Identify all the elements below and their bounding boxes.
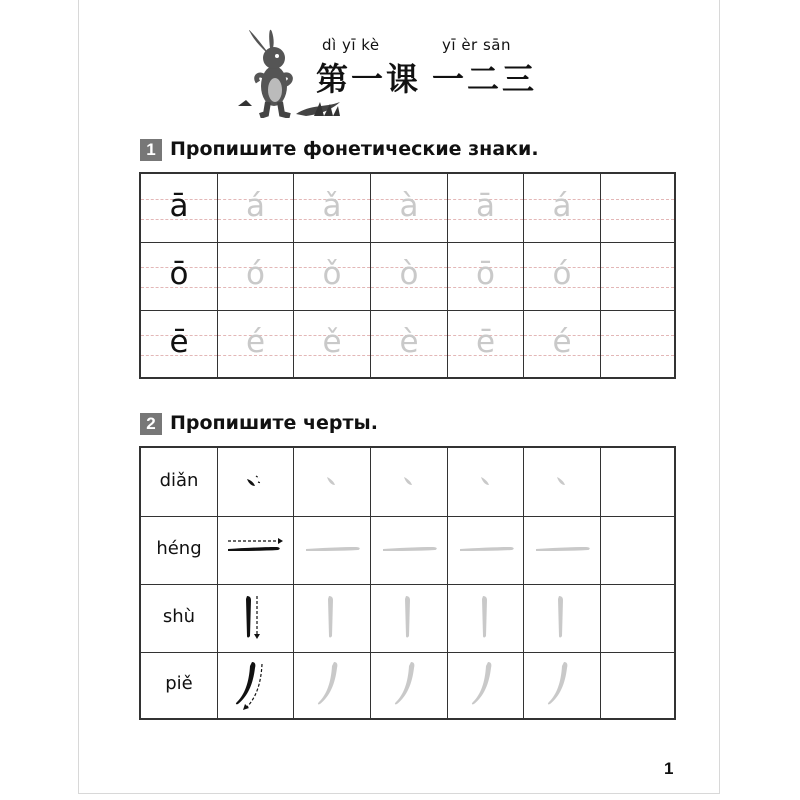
model-cell xyxy=(141,174,218,242)
model-cell xyxy=(141,310,218,377)
stroke-label-cell xyxy=(141,584,218,652)
vertical-stroke-trace-icon xyxy=(371,584,448,652)
stroke-trace-cell[interactable] xyxy=(524,448,601,516)
vertical-stroke-trace-icon xyxy=(294,584,371,652)
tone-row-o xyxy=(141,242,674,311)
trace-tone-mark: á xyxy=(246,188,265,224)
horizontal-stroke-trace-icon xyxy=(448,516,524,584)
trace-tone-mark: à xyxy=(399,188,419,224)
section-1-badge: 1 xyxy=(140,139,162,161)
left-falling-stroke-trace-icon xyxy=(448,652,524,718)
blank-cell[interactable] xyxy=(601,242,674,310)
stroke-model-cell xyxy=(218,584,294,652)
left-falling-stroke-trace-icon xyxy=(524,652,601,718)
vertical-stroke-trace-icon xyxy=(448,584,524,652)
horizontal-stroke-trace-icon xyxy=(294,516,371,584)
title-numbers: 一二三 xyxy=(432,60,538,98)
dot-stroke-icon xyxy=(218,448,294,516)
stroke-label: piě xyxy=(165,673,193,694)
trace-cell[interactable] xyxy=(218,174,294,242)
stroke-row-dian xyxy=(141,448,674,517)
section-2-instruction: Пропишите черты. xyxy=(170,412,378,434)
trace-cell[interactable] xyxy=(524,174,601,242)
trace-tone-mark: á xyxy=(552,188,572,224)
stroke-trace-cell[interactable] xyxy=(524,516,601,584)
trace-cell[interactable] xyxy=(218,310,294,377)
stroke-trace-cell[interactable] xyxy=(448,652,524,718)
stroke-trace-cell[interactable] xyxy=(524,584,601,652)
trace-tone-mark: ò xyxy=(399,256,419,292)
stroke-label-cell xyxy=(141,448,218,516)
dot-stroke-trace-icon xyxy=(371,448,448,516)
trace-cell[interactable] xyxy=(371,174,448,242)
stroke-label: diǎn xyxy=(159,470,199,491)
blank-cell[interactable] xyxy=(601,652,674,718)
trace-cell[interactable] xyxy=(524,242,601,310)
tone-row-e xyxy=(141,310,674,377)
page-number: 1 xyxy=(664,759,674,778)
trace-tone-mark: ó xyxy=(246,256,265,292)
stroke-trace-cell[interactable] xyxy=(294,516,371,584)
stroke-label: héng xyxy=(156,538,202,559)
pinyin-lesson: dì yī kè xyxy=(322,36,380,54)
vertical-stroke-icon xyxy=(218,584,294,652)
model-tone-mark: ē xyxy=(169,324,189,360)
stroke-row-heng xyxy=(141,516,674,585)
title-lesson: 第一课 xyxy=(316,60,422,98)
stroke-model-cell xyxy=(218,516,294,584)
stroke-label-cell xyxy=(141,652,218,718)
model-cell xyxy=(141,242,218,310)
stroke-model-cell xyxy=(218,652,294,718)
stroke-trace-cell[interactable] xyxy=(294,448,371,516)
dot-stroke-trace-icon xyxy=(448,448,524,516)
stroke-label-cell xyxy=(141,516,218,584)
trace-tone-mark: ō xyxy=(476,256,495,292)
left-falling-stroke-trace-icon xyxy=(371,652,448,718)
stroke-label: shù xyxy=(162,606,196,627)
blank-cell[interactable] xyxy=(601,448,674,516)
stroke-practice-grid xyxy=(139,446,676,720)
stroke-row-pie xyxy=(141,652,674,718)
trace-cell[interactable] xyxy=(448,242,524,310)
trace-cell[interactable] xyxy=(294,242,371,310)
trace-tone-mark: ē xyxy=(475,324,496,360)
trace-tone-mark: ě xyxy=(322,324,342,360)
trace-cell[interactable] xyxy=(294,174,371,242)
trace-tone-mark: ǒ xyxy=(322,256,342,292)
trace-tone-mark: ó xyxy=(552,256,572,292)
tone-practice-grid xyxy=(139,172,676,379)
section-1-instruction: Пропишите фонетические знаки. xyxy=(170,138,539,160)
dot-stroke-trace-icon xyxy=(524,448,601,516)
model-tone-mark: ā xyxy=(169,188,189,224)
left-falling-stroke-icon xyxy=(218,652,294,718)
trace-tone-mark: ǎ xyxy=(322,188,342,224)
trace-cell[interactable] xyxy=(294,310,371,377)
trace-cell[interactable] xyxy=(524,310,601,377)
trace-tone-mark: ā xyxy=(476,188,495,224)
left-falling-stroke-trace-icon xyxy=(294,652,371,718)
blank-cell[interactable] xyxy=(601,174,674,242)
stroke-trace-cell[interactable] xyxy=(294,584,371,652)
stroke-trace-cell[interactable] xyxy=(371,652,448,718)
blank-cell[interactable] xyxy=(601,310,674,377)
horizontal-stroke-icon xyxy=(218,516,294,584)
trace-tone-mark: è xyxy=(399,324,419,360)
stroke-trace-cell[interactable] xyxy=(371,584,448,652)
horizontal-stroke-trace-icon xyxy=(371,516,448,584)
stroke-trace-cell[interactable] xyxy=(294,652,371,718)
horizontal-stroke-trace-icon xyxy=(524,516,601,584)
dot-stroke-trace-icon xyxy=(294,448,371,516)
trace-cell[interactable] xyxy=(371,242,448,310)
stroke-trace-cell[interactable] xyxy=(448,448,524,516)
blank-cell[interactable] xyxy=(601,516,674,584)
stroke-trace-cell[interactable] xyxy=(524,652,601,718)
model-tone-mark: ō xyxy=(169,256,189,292)
trace-cell[interactable] xyxy=(218,242,294,310)
pinyin-title: yī èr sān xyxy=(442,36,511,54)
trace-cell[interactable] xyxy=(371,310,448,377)
trace-tone-mark: é xyxy=(245,324,266,360)
stroke-trace-cell[interactable] xyxy=(448,516,524,584)
stroke-trace-cell[interactable] xyxy=(371,516,448,584)
vertical-stroke-trace-icon xyxy=(524,584,601,652)
blank-cell[interactable] xyxy=(601,584,674,652)
trace-tone-mark: é xyxy=(552,324,572,360)
trace-cell[interactable] xyxy=(448,310,524,377)
stroke-model-cell xyxy=(218,448,294,516)
stroke-row-shu xyxy=(141,584,674,653)
trace-cell[interactable] xyxy=(448,174,524,242)
stroke-trace-cell[interactable] xyxy=(448,584,524,652)
section-2-badge: 2 xyxy=(140,413,162,435)
tone-row-a xyxy=(141,174,674,243)
stroke-trace-cell[interactable] xyxy=(371,448,448,516)
